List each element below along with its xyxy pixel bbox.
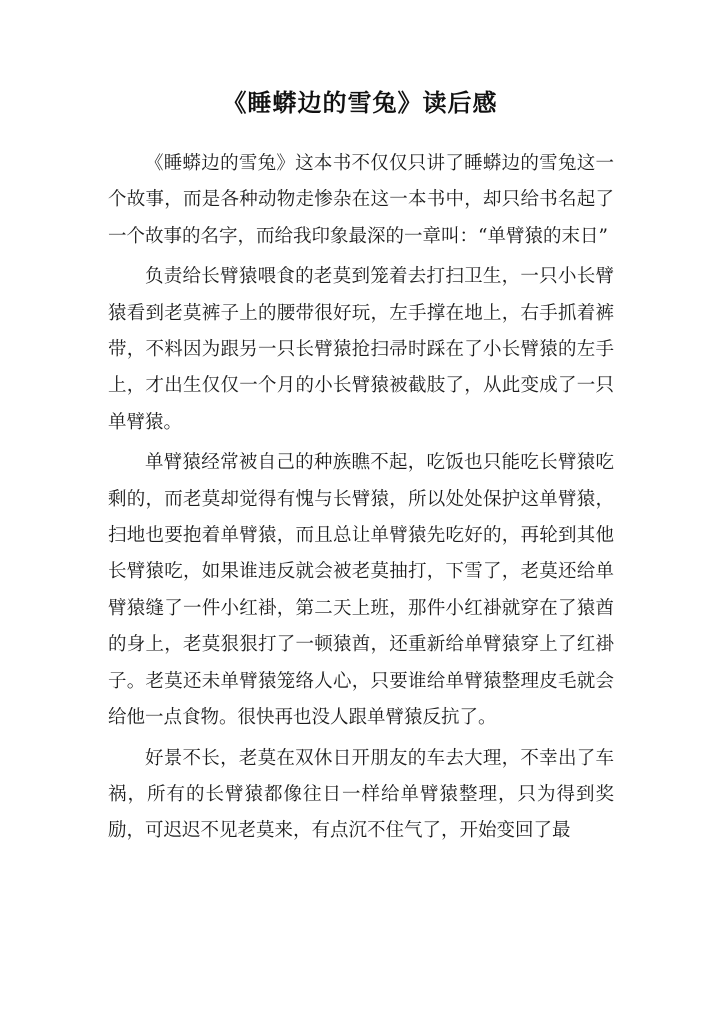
paragraph-2: 负责给长臂猿喂食的老莫到笼着去打扫卫生，一只小长臂猿看到老莫裤子上的腰带很好玩，左手撑在地上，右手抓着裤带，不料因为跟另一只长臂猿抢扫帚时踩在了小长臂猿的左手上，才出生仅仅一个月的小长臂猿被截肢了，从此变成了一只单臂猿。 <box>108 266 614 433</box>
document-title: 《睡蟒边的雪兔》读后感 <box>222 89 498 117</box>
paragraph-1: 《睡蟒边的雪兔》这本书不仅仅只讲了睡蟒边的雪兔这一个故事，而是各种动物走惨杂在这一本书中，却只给书名起了一个故事的名字，而给我印象最深的一章叫：“单臂猿的末日” <box>108 153 614 247</box>
paragraph-4: 好景不长，老莫在双休日开朋友的车去大理，不幸出了车祸，所有的长臂猿都像往日一样给单臂猿整理，只为得到奖励，可迟迟不见老莫来，有点沉不住气了，开始变回了最 <box>108 747 614 842</box>
document-body <box>108 146 614 854</box>
paragraph-3: 单臂猿经常被自己的种族瞧不起，吃饭也只能吃长臂猿吃剩的，而老莫却觉得有愧与长臂猿，所以处处保护这单臂猿，扫地也要抱着单臂猿，而且总让单臂猿先吃好的，再轮到其他长臂猿吃，如果谁违反就会被老莫抽打，下雪了，老莫还给单臂猿缝了一件小红褂，第二天上班，那件小红褂就穿在了猿酋的身上，老莫狠狠打了一顿猿酋，还重新给单臂猿穿上了红褂子。老莫还未单臂猿笼络人心，只要谁给单臂猿整理皮毛就会给他一点食物。很快再也没人跟单臂猿反抗了。 <box>108 452 614 729</box>
